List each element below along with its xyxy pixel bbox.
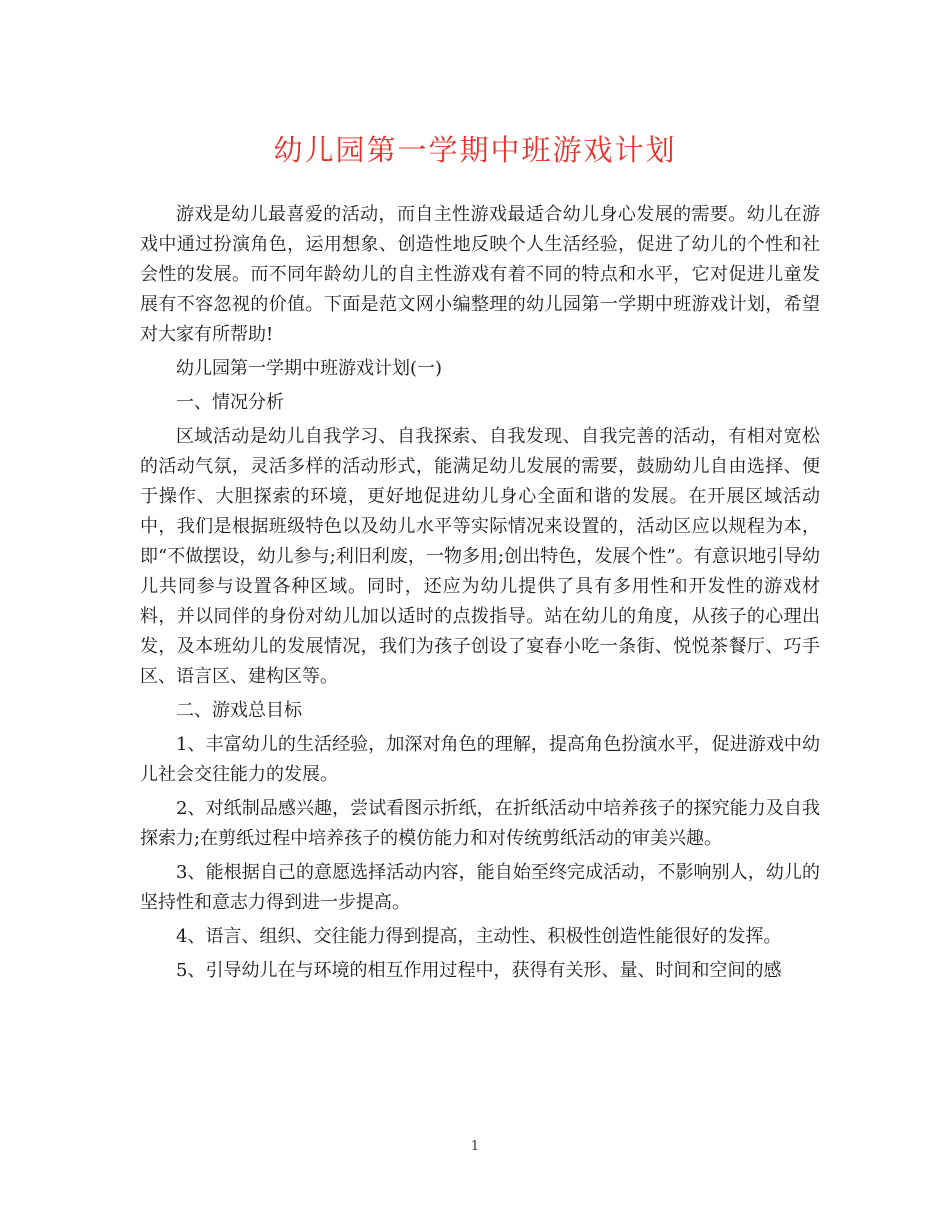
paragraph-intro: 游戏是幼儿最喜爱的活动，而自主性游戏最适合幼儿身心发展的需要。幼儿在游戏中通过扮演角色，运用想象、创造性地反映个人生活经验，促进了幼儿的个性和社会性的发展。而不同年龄幼儿的自主性游戏有着不同的特点和水平，它对促进儿童发展有不容忽视的价值。下面是范文网小编整理的幼儿园第一学期中班游戏计划，希望对大家有所帮助! [140,204,820,345]
paragraph-goal-4: 4、语言、组织、交往能力得到提高，主动性、积极性创造性能很好的发挥。 [176,926,782,947]
paragraph-situation-analysis: 区域活动是幼儿自我学习、自我探索、自我发现、自我完善的活动，有相对宽松的活动气氛，灵活多样的活动形式，能满足幼儿发展的需要，鼓励幼儿自由选择、便于操作、大胆探索的环境，更好地促进幼儿身心全面和谐的发展。在开展区域活动中，我们是根据班级特色以及幼儿水平等实际情况来设置的，活动区应以规程为本，即“不做摆设，幼儿参与;利旧利废，一物多用;创出特色，发展个性”。有意识地引导幼儿共同参与设置各种区域。同时，还应为幼儿提供了具有多用性和开发性的游戏材料，并以同伴的身份对幼儿加以适时的点拨指导。站在幼儿的角度，从孩子的心理出发，及本班幼儿的发展情况，我们为孩子创设了宴春小吃一条街、悦悦茶餐厅、巧手区、语言区、建构区等。 [140,426,820,687]
paragraph-goal-2: 2、对纸制品感兴趣，尝试看图示折纸，在折纸活动中培养孩子的探究能力及自我探索力;在剪纸过程中培养孩子的模仿能力和对传统剪纸活动的审美兴趣。 [140,798,820,849]
paragraph-heading-goals: 二、游戏总目标 [176,700,302,721]
paragraph-goal-3: 3、能根据自己的意愿选择活动内容，能自始至终完成活动，不影响别人，幼儿的坚持性和意志力得到进一步提高。 [140,862,820,913]
page-number: 1 [470,1139,480,1154]
paragraph-heading-situation: 一、情况分析 [176,392,284,413]
paragraph-goal-5: 5、引导幼儿在与环境的相互作用过程中，获得有关形、量、时间和空间的感 [176,960,782,981]
document-body [140,200,820,990]
paragraph-goal-1: 1、丰富幼儿的生活经验，加深对角色的理解，提高角色扮演水平，促进游戏中幼儿社会交往能力的发展。 [140,734,820,785]
document-title: 幼儿园第一学期中班游戏计划 [273,133,677,167]
paragraph-section-heading: 幼儿园第一学期中班游戏计划(一) [176,358,443,379]
